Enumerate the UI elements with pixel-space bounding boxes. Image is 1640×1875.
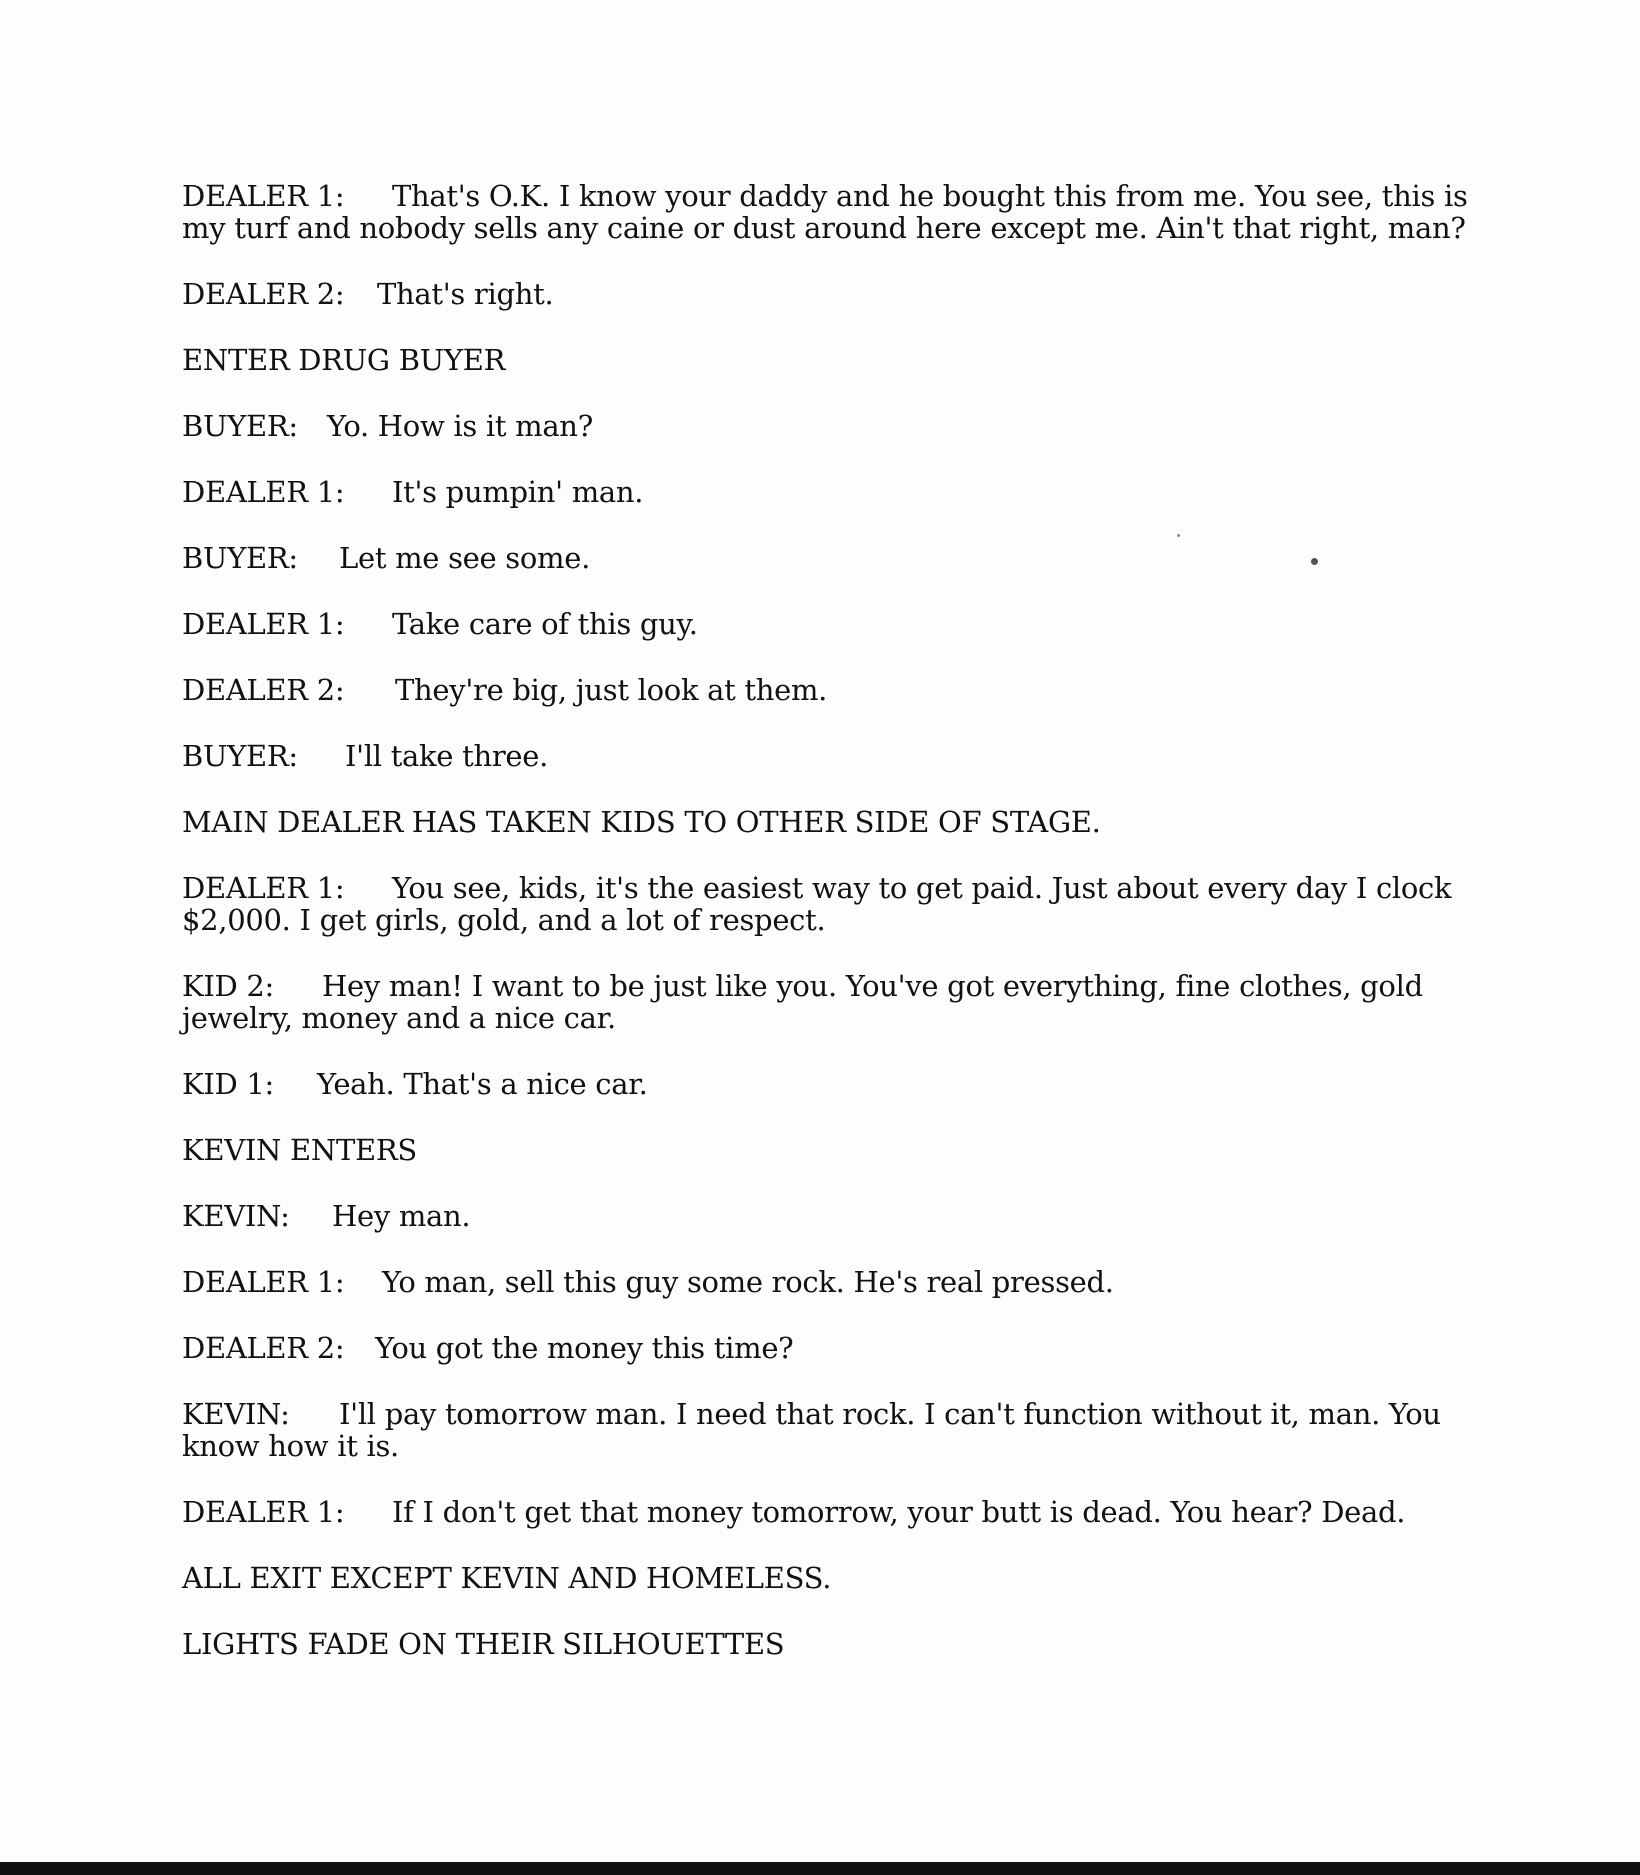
speaker-label: BUYER:: [182, 541, 298, 575]
dialogue-line: [182, 1496, 1512, 1528]
scan-speck: [1311, 558, 1318, 565]
dialogue-text: Hey man! I want to be just like you. You've got everything, fine clothes, gold jewelry, money and a nice car.: [182, 969, 1423, 1035]
speaker-label: DEALER 1:: [182, 607, 345, 641]
stage-direction: MAIN DEALER HAS TAKEN KIDS TO OTHER SIDE OF STAGE.: [182, 805, 1101, 839]
dialogue-text: Hey man.: [332, 1199, 471, 1233]
speaker-label: DEALER 1:: [182, 179, 345, 213]
dialogue-text: I'll take three.: [345, 739, 549, 773]
dialogue-line: [182, 872, 1512, 936]
speaker-label: DEALER 1:: [182, 475, 345, 509]
speaker-label: DEALER 2:: [182, 277, 345, 311]
dialogue-text: Yeah. That's a nice car.: [317, 1067, 648, 1101]
dialogue-line: [182, 1200, 1512, 1232]
dialogue-text: If I don't get that money tomorrow, your butt is dead. You hear? Dead.: [392, 1495, 1406, 1529]
speaker-label: KID 1:: [182, 1067, 275, 1101]
speaker-label: BUYER:: [182, 739, 298, 773]
scan-speck: [1177, 534, 1180, 537]
dialogue-text: Let me see some.: [339, 541, 591, 575]
dialogue-line: [182, 1332, 1512, 1364]
dialogue-line: [182, 476, 1512, 508]
speaker-label: DEALER 1:: [182, 871, 345, 905]
dialogue-line: [182, 1266, 1512, 1298]
speaker-label: DEALER 1:: [182, 1495, 345, 1529]
dialogue-text: That's O.K. I know your daddy and he bought this from me. You see, this is my turf and nobody sells any caine or dust around here except me. Ain't that right, man?: [182, 179, 1468, 245]
speaker-label: DEALER 2:: [182, 1331, 345, 1365]
dialogue-line: [182, 608, 1512, 640]
stage-direction: ENTER DRUG BUYER: [182, 343, 506, 377]
dialogue-text: You got the money this time?: [375, 1331, 794, 1365]
speaker-label: DEALER 2:: [182, 673, 345, 707]
dialogue-text: Yo man, sell this guy some rock. He's real pressed.: [382, 1265, 1114, 1299]
speaker-label: KID 2:: [182, 969, 275, 1003]
dialogue-text: Yo. How is it man?: [327, 409, 593, 443]
dialogue-text: Take care of this guy.: [392, 607, 698, 641]
dialogue-line: [182, 278, 1512, 310]
speaker-label: KEVIN:: [182, 1199, 290, 1233]
dialogue-line: [182, 1068, 1512, 1100]
stage-direction: KEVIN ENTERS: [182, 1133, 417, 1167]
script-body: [182, 180, 1512, 1660]
dialogue-text: I'll pay tomorrow man. I need that rock. I can't function without it, man. You know how it is.: [182, 1397, 1441, 1463]
dialogue-text: You see, kids, it's the easiest way to get paid. Just about every day I clock $2,000. I get girls, gold, and a lot of respect.: [182, 871, 1452, 937]
dialogue-text: That's right.: [377, 277, 554, 311]
stage-direction: ALL EXIT EXCEPT KEVIN AND HOMELESS.: [182, 1561, 832, 1595]
dialogue-line: [182, 740, 1512, 772]
dialogue-text: It's pumpin' man.: [392, 475, 644, 509]
dialogue-line: [182, 1398, 1512, 1462]
speaker-label: KEVIN:: [182, 1397, 290, 1431]
stage-direction: LIGHTS FADE ON THEIR SILHOUETTES: [182, 1627, 785, 1661]
dialogue-line: [182, 180, 1512, 244]
dialogue-line: [182, 410, 1512, 442]
dialogue-line: [182, 674, 1512, 706]
speaker-label: BUYER:: [182, 409, 298, 443]
scan-edge: [0, 1862, 1640, 1875]
dialogue-text: They're big, just look at them.: [395, 673, 828, 707]
dialogue-line: [182, 970, 1512, 1034]
speaker-label: DEALER 1:: [182, 1265, 345, 1299]
